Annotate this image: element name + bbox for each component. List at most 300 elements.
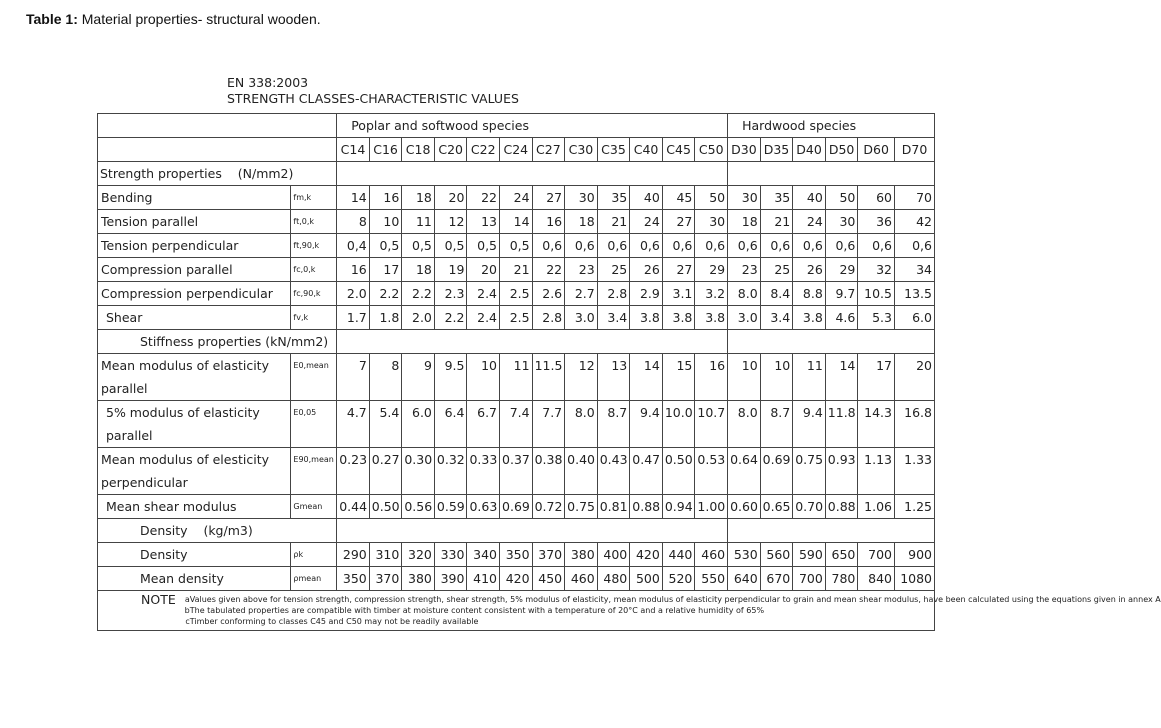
- value-cell: 0.23: [337, 448, 370, 495]
- value-cell: 0.65: [760, 495, 793, 519]
- note-item: [176, 605, 1161, 616]
- value-cell: 2.2: [434, 306, 467, 330]
- value-cell: 480: [597, 567, 630, 591]
- value-cell: 18: [565, 210, 598, 234]
- class-header: C40: [630, 138, 663, 162]
- value-cell: 2.6: [532, 282, 565, 306]
- value-cell: 13.5: [895, 282, 935, 306]
- value-cell: 900: [895, 543, 935, 567]
- value-cell: 0.30: [402, 448, 435, 495]
- value-cell: 0.69: [500, 495, 533, 519]
- note-text: The tabulated properties are compatible with timber at moisture content consistent with a temperature of 20°C and a relative humidity of 65%: [189, 606, 765, 615]
- value-cell: 0,6: [565, 234, 598, 258]
- value-cell: 0,5: [402, 234, 435, 258]
- class-header: C30: [565, 138, 598, 162]
- property-row: [98, 495, 935, 519]
- strength-section-row: [98, 162, 935, 186]
- value-cell: 11: [500, 354, 533, 401]
- value-cell: 16: [369, 186, 402, 210]
- value-cell: 0,5: [369, 234, 402, 258]
- note-letter: a: [184, 595, 190, 604]
- empty-cell: [728, 330, 935, 354]
- empty-cell: [337, 330, 728, 354]
- value-cell: 650: [825, 543, 858, 567]
- value-cell: 450: [532, 567, 565, 591]
- note-items: [176, 594, 1161, 627]
- class-header: D40: [793, 138, 826, 162]
- value-cell: 23: [565, 258, 598, 282]
- class-header: D60: [858, 138, 895, 162]
- property-symbol: fc,90,k: [291, 282, 337, 306]
- class-header: D50: [825, 138, 858, 162]
- value-cell: 6.7: [467, 401, 500, 448]
- value-cell: 700: [793, 567, 826, 591]
- value-cell: 0.40: [565, 448, 598, 495]
- value-cell: 1.33: [895, 448, 935, 495]
- value-cell: 0,6: [895, 234, 935, 258]
- value-cell: 17: [858, 354, 895, 401]
- value-cell: 320: [402, 543, 435, 567]
- class-header: C45: [662, 138, 695, 162]
- value-cell: 3.0: [565, 306, 598, 330]
- value-cell: 10: [369, 210, 402, 234]
- property-symbol: ft,90,k: [291, 234, 337, 258]
- value-cell: 0.33: [467, 448, 500, 495]
- value-cell: 1.8: [369, 306, 402, 330]
- value-cell: 17: [369, 258, 402, 282]
- value-cell: 0.27: [369, 448, 402, 495]
- value-cell: 10.7: [695, 401, 728, 448]
- value-cell: 2.8: [597, 282, 630, 306]
- value-cell: 0,5: [467, 234, 500, 258]
- note-item: [176, 616, 1161, 627]
- value-cell: 640: [728, 567, 761, 591]
- value-cell: 11: [793, 354, 826, 401]
- value-cell: 0.70: [793, 495, 826, 519]
- value-cell: 550: [695, 567, 728, 591]
- standard-heading: [227, 75, 519, 107]
- value-cell: 20: [467, 258, 500, 282]
- value-cell: 3.1: [662, 282, 695, 306]
- value-cell: 10.5: [858, 282, 895, 306]
- caption-label: Table 1:: [26, 11, 78, 27]
- value-cell: 0.69: [760, 448, 793, 495]
- value-cell: 9: [402, 354, 435, 401]
- property-symbol: Gmean: [291, 495, 337, 519]
- value-cell: 2.3: [434, 282, 467, 306]
- value-cell: 500: [630, 567, 663, 591]
- value-cell: 0.53: [695, 448, 728, 495]
- value-cell: 70: [895, 186, 935, 210]
- value-cell: 0,6: [695, 234, 728, 258]
- class-header: C16: [369, 138, 402, 162]
- class-header-row: [98, 138, 935, 162]
- value-cell: 8.7: [760, 401, 793, 448]
- value-cell: 400: [597, 543, 630, 567]
- section-unit: (kg/m3): [203, 523, 253, 538]
- value-cell: 35: [597, 186, 630, 210]
- value-cell: 310: [369, 543, 402, 567]
- property-symbol: fc,0,k: [291, 258, 337, 282]
- note-text: Timber conforming to classes C45 and C50 may not be readily available: [189, 617, 479, 626]
- value-cell: 420: [630, 543, 663, 567]
- value-cell: 2.9: [630, 282, 663, 306]
- property-label: Mean modulus of elasticity parallel: [98, 354, 291, 401]
- property-row: [98, 258, 935, 282]
- value-cell: 30: [565, 186, 598, 210]
- value-cell: 7: [337, 354, 370, 401]
- value-cell: 14: [630, 354, 663, 401]
- value-cell: 27: [532, 186, 565, 210]
- property-label: 5% modulus of elasticity parallel: [98, 401, 291, 448]
- value-cell: 0.75: [565, 495, 598, 519]
- section-label-cell: [98, 330, 337, 354]
- value-cell: 24: [630, 210, 663, 234]
- value-cell: 20: [895, 354, 935, 401]
- empty-cell: [98, 138, 337, 162]
- note-letter: b: [184, 606, 190, 615]
- value-cell: 0.75: [793, 448, 826, 495]
- value-cell: 0.44: [337, 495, 370, 519]
- table-caption: [26, 11, 321, 27]
- value-cell: 0,6: [858, 234, 895, 258]
- value-cell: 2.7: [565, 282, 598, 306]
- value-cell: 8.0: [728, 282, 761, 306]
- hardwood-group-header: Hardwood species: [728, 114, 935, 138]
- value-cell: 3.8: [793, 306, 826, 330]
- value-cell: 20: [434, 186, 467, 210]
- value-cell: 42: [895, 210, 935, 234]
- value-cell: 3.2: [695, 282, 728, 306]
- value-cell: 0.60: [728, 495, 761, 519]
- property-symbol: ρk: [291, 543, 337, 567]
- value-cell: 0,6: [630, 234, 663, 258]
- value-cell: 0.47: [630, 448, 663, 495]
- value-cell: 2.4: [467, 282, 500, 306]
- value-cell: 0.43: [597, 448, 630, 495]
- value-cell: 18: [402, 258, 435, 282]
- property-label: Tension perpendicular: [98, 234, 291, 258]
- class-header: C22: [467, 138, 500, 162]
- value-cell: 7.7: [532, 401, 565, 448]
- value-cell: 14: [337, 186, 370, 210]
- value-cell: 35: [760, 186, 793, 210]
- value-cell: 3.8: [662, 306, 695, 330]
- value-cell: 0.37: [500, 448, 533, 495]
- value-cell: 10.0: [662, 401, 695, 448]
- property-row: [98, 306, 935, 330]
- section-label-cell: [98, 162, 337, 186]
- value-cell: 16.8: [895, 401, 935, 448]
- group-header-row: [98, 114, 935, 138]
- value-cell: 13: [467, 210, 500, 234]
- value-cell: 32: [858, 258, 895, 282]
- value-cell: 5.3: [858, 306, 895, 330]
- class-header: C24: [500, 138, 533, 162]
- value-cell: 0.88: [825, 495, 858, 519]
- value-cell: 14.3: [858, 401, 895, 448]
- value-cell: 23: [728, 258, 761, 282]
- section-label: Strength properties: [100, 166, 222, 181]
- value-cell: 0,6: [728, 234, 761, 258]
- property-label: Tension parallel: [98, 210, 291, 234]
- value-cell: 50: [695, 186, 728, 210]
- class-header: D70: [895, 138, 935, 162]
- value-cell: 12: [565, 354, 598, 401]
- property-label: Shear: [98, 306, 291, 330]
- value-cell: 370: [369, 567, 402, 591]
- value-cell: 30: [695, 210, 728, 234]
- property-label: Compression perpendicular: [98, 282, 291, 306]
- value-cell: 16: [337, 258, 370, 282]
- property-row: [98, 543, 935, 567]
- density-section-row: [98, 519, 935, 543]
- stiffness-section-row: [98, 330, 935, 354]
- value-cell: 780: [825, 567, 858, 591]
- value-cell: 2.8: [532, 306, 565, 330]
- value-cell: 11.5: [532, 354, 565, 401]
- property-label: Bending: [98, 186, 291, 210]
- value-cell: 330: [434, 543, 467, 567]
- empty-cell: [98, 114, 337, 138]
- value-cell: 18: [402, 186, 435, 210]
- strength-classes-table: [97, 113, 1161, 631]
- value-cell: 8.7: [597, 401, 630, 448]
- value-cell: 350: [337, 567, 370, 591]
- class-header: C20: [434, 138, 467, 162]
- note-letter: c: [185, 617, 190, 626]
- value-cell: 16: [532, 210, 565, 234]
- class-header: C27: [532, 138, 565, 162]
- property-label: Density: [98, 543, 291, 567]
- value-cell: 9.7: [825, 282, 858, 306]
- value-cell: 3.4: [760, 306, 793, 330]
- value-cell: 2.4: [467, 306, 500, 330]
- value-cell: 2.2: [369, 282, 402, 306]
- property-symbol: fm,k: [291, 186, 337, 210]
- value-cell: 0,5: [434, 234, 467, 258]
- value-cell: 11.8: [825, 401, 858, 448]
- note-text: Values given above for tension strength, compression strength, shear strength, 5% modulus of elasticity, mean modulus of elasticity perpendicular to grain and mean shear modulus, have been calculated using the equations given in annex A: [189, 595, 1161, 604]
- value-cell: 29: [695, 258, 728, 282]
- empty-cell: [337, 162, 728, 186]
- section-label: Stiffness properties (kN/mm2): [140, 334, 329, 349]
- value-cell: 30: [825, 210, 858, 234]
- section-label-cell: [98, 519, 337, 543]
- value-cell: 1.7: [337, 306, 370, 330]
- value-cell: 10: [467, 354, 500, 401]
- value-cell: 26: [630, 258, 663, 282]
- value-cell: 19: [434, 258, 467, 282]
- value-cell: 9.4: [630, 401, 663, 448]
- value-cell: 11: [402, 210, 435, 234]
- note-item: [176, 594, 1161, 605]
- value-cell: 3.8: [630, 306, 663, 330]
- softwood-group-header: Poplar and softwood species: [337, 114, 728, 138]
- property-symbol: fv,k: [291, 306, 337, 330]
- value-cell: 670: [760, 567, 793, 591]
- value-cell: 8: [369, 354, 402, 401]
- value-cell: 0,6: [662, 234, 695, 258]
- value-cell: 9.4: [793, 401, 826, 448]
- value-cell: 0,6: [532, 234, 565, 258]
- empty-cell: [337, 519, 728, 543]
- value-cell: 16: [695, 354, 728, 401]
- value-cell: 340: [467, 543, 500, 567]
- value-cell: 0.56: [402, 495, 435, 519]
- value-cell: 380: [402, 567, 435, 591]
- property-symbol: ρmean: [291, 567, 337, 591]
- value-cell: 4.6: [825, 306, 858, 330]
- value-cell: 290: [337, 543, 370, 567]
- value-cell: 27: [662, 258, 695, 282]
- property-symbol: ft,0,k: [291, 210, 337, 234]
- value-cell: 0.72: [532, 495, 565, 519]
- value-cell: 530: [728, 543, 761, 567]
- value-cell: 8: [337, 210, 370, 234]
- value-cell: 1.06: [858, 495, 895, 519]
- value-cell: 7.4: [500, 401, 533, 448]
- value-cell: 420: [500, 567, 533, 591]
- value-cell: 14: [825, 354, 858, 401]
- value-cell: 2.0: [337, 282, 370, 306]
- value-cell: 520: [662, 567, 695, 591]
- property-symbol: E90,mean: [291, 448, 337, 495]
- value-cell: 560: [760, 543, 793, 567]
- property-symbol: E0,05: [291, 401, 337, 448]
- value-cell: 1.13: [858, 448, 895, 495]
- value-cell: 0.93: [825, 448, 858, 495]
- property-row: [98, 401, 935, 448]
- value-cell: 0.32: [434, 448, 467, 495]
- property-symbol: E0,mean: [291, 354, 337, 401]
- value-cell: 12: [434, 210, 467, 234]
- value-cell: 460: [695, 543, 728, 567]
- value-cell: 0,6: [825, 234, 858, 258]
- value-cell: 45: [662, 186, 695, 210]
- value-cell: 590: [793, 543, 826, 567]
- value-cell: 25: [597, 258, 630, 282]
- property-row: [98, 234, 935, 258]
- note-title: NOTE: [141, 592, 176, 607]
- value-cell: 0,6: [760, 234, 793, 258]
- empty-cell: [728, 519, 935, 543]
- property-row: [98, 186, 935, 210]
- value-cell: 0.63: [467, 495, 500, 519]
- value-cell: 22: [532, 258, 565, 282]
- value-cell: 0,5: [500, 234, 533, 258]
- value-cell: 21: [597, 210, 630, 234]
- section-unit: (N/mm2): [237, 166, 294, 181]
- value-cell: 27: [662, 210, 695, 234]
- value-cell: 3.8: [695, 306, 728, 330]
- caption-text: Material properties- structural wooden.: [77, 11, 321, 27]
- value-cell: 1.25: [895, 495, 935, 519]
- class-header: D35: [760, 138, 793, 162]
- class-header: C14: [337, 138, 370, 162]
- empty-cell: [728, 162, 935, 186]
- property-label: Mean density: [98, 567, 291, 591]
- property-label: Compression parallel: [98, 258, 291, 282]
- value-cell: 2.2: [402, 282, 435, 306]
- property-row: [98, 282, 935, 306]
- value-cell: 0,6: [597, 234, 630, 258]
- note-row: [98, 591, 935, 631]
- property-label: Mean shear modulus: [98, 495, 291, 519]
- value-cell: 18: [728, 210, 761, 234]
- value-cell: 8.0: [728, 401, 761, 448]
- value-cell: 440: [662, 543, 695, 567]
- value-cell: 2.0: [402, 306, 435, 330]
- value-cell: 14: [500, 210, 533, 234]
- value-cell: 24: [793, 210, 826, 234]
- value-cell: 9.5: [434, 354, 467, 401]
- value-cell: 8.4: [760, 282, 793, 306]
- value-cell: 700: [858, 543, 895, 567]
- value-cell: 60: [858, 186, 895, 210]
- value-cell: 40: [630, 186, 663, 210]
- value-cell: 0.64: [728, 448, 761, 495]
- value-cell: 13: [597, 354, 630, 401]
- value-cell: 460: [565, 567, 598, 591]
- value-cell: 29: [825, 258, 858, 282]
- value-cell: 0,6: [793, 234, 826, 258]
- value-cell: 840: [858, 567, 895, 591]
- value-cell: 0,4: [337, 234, 370, 258]
- value-cell: 30: [728, 186, 761, 210]
- value-cell: 3.4: [597, 306, 630, 330]
- value-cell: 390: [434, 567, 467, 591]
- standard-subtitle: STRENGTH CLASSES-CHARACTERISTIC VALUES: [227, 91, 519, 106]
- value-cell: 21: [500, 258, 533, 282]
- property-label: Mean modulus of elesticity perpendicular: [98, 448, 291, 495]
- note-block: [101, 592, 1161, 627]
- value-cell: 3.0: [728, 306, 761, 330]
- value-cell: 5.4: [369, 401, 402, 448]
- value-cell: 0.38: [532, 448, 565, 495]
- value-cell: 10: [728, 354, 761, 401]
- property-row: [98, 448, 935, 495]
- value-cell: 40: [793, 186, 826, 210]
- value-cell: 8.0: [565, 401, 598, 448]
- value-cell: 350: [500, 543, 533, 567]
- value-cell: 0.50: [369, 495, 402, 519]
- value-cell: 6.4: [434, 401, 467, 448]
- value-cell: 6.0: [895, 306, 935, 330]
- section-label: Density: [140, 523, 188, 538]
- value-cell: 6.0: [402, 401, 435, 448]
- value-cell: 4.7: [337, 401, 370, 448]
- standard-code: EN 338:2003: [227, 75, 309, 90]
- value-cell: 50: [825, 186, 858, 210]
- value-cell: 26: [793, 258, 826, 282]
- value-cell: 1080: [895, 567, 935, 591]
- class-header: D30: [728, 138, 761, 162]
- property-row: [98, 567, 935, 591]
- class-header: C18: [402, 138, 435, 162]
- value-cell: 0.94: [662, 495, 695, 519]
- value-cell: 410: [467, 567, 500, 591]
- property-row: [98, 354, 935, 401]
- value-cell: 0.59: [434, 495, 467, 519]
- value-cell: 370: [532, 543, 565, 567]
- value-cell: 0.81: [597, 495, 630, 519]
- value-cell: 22: [467, 186, 500, 210]
- value-cell: 0.88: [630, 495, 663, 519]
- value-cell: 21: [760, 210, 793, 234]
- class-header: C50: [695, 138, 728, 162]
- value-cell: 2.5: [500, 306, 533, 330]
